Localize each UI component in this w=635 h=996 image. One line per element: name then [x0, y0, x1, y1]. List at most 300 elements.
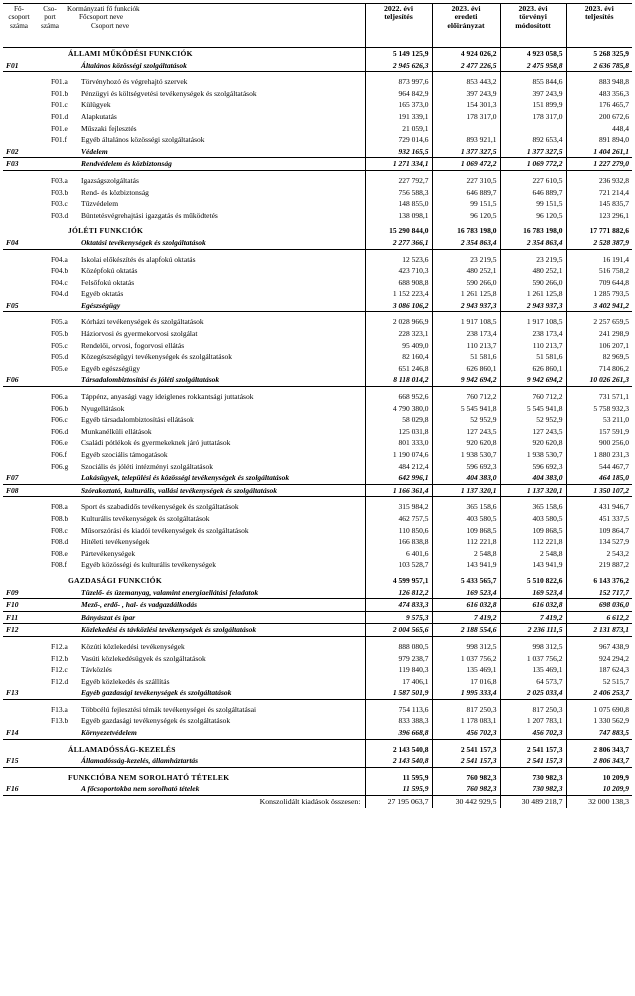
- group-row: [3, 525, 632, 537]
- row-name: Államadósság-kezelés, államháztartás: [65, 755, 365, 767]
- csoport-code: F12.b: [51, 653, 69, 663]
- row-name: Sport és szabadidős tevékenységek és szolgáltatások: [81, 502, 239, 512]
- header-2022-performance: [365, 4, 432, 48]
- value-2022-performance: 191 339,1: [365, 111, 432, 123]
- focsoport-code: [3, 704, 35, 716]
- group-row: [3, 340, 632, 352]
- total-2023-original: 30 442 929,5: [432, 796, 500, 808]
- value-2023-performance: 10 209,9: [566, 783, 632, 795]
- total-label: Konszolidált kiadások összesen:: [3, 796, 365, 808]
- focsoport-code: [3, 198, 35, 210]
- focsoport-code: [3, 277, 35, 289]
- csoport-code: F06.a: [51, 392, 68, 402]
- value-2022-performance: 688 908,8: [365, 277, 432, 289]
- row-name: Tüzelő- és üzemanyag, valamint energiaellátási feladatok: [65, 587, 365, 599]
- focsoport-code: [3, 653, 35, 665]
- value-2022-performance: 3 086 106,2: [365, 300, 432, 312]
- csoport-code: [35, 146, 65, 158]
- focsoport-code: [3, 76, 35, 88]
- value-2022-performance: 12 523,6: [365, 254, 432, 266]
- focsoport-code: [3, 676, 35, 688]
- csoport-code: [35, 624, 65, 637]
- header-focsoport: [3, 4, 35, 48]
- csoport-code: F01.f: [51, 135, 68, 145]
- main-group-row: [3, 755, 632, 767]
- group-row: [3, 76, 632, 88]
- value-2022-performance: 2 028 966,9: [365, 316, 432, 328]
- main-group-row: [3, 374, 632, 386]
- value-2022-performance: 932 165,5: [365, 146, 432, 158]
- focsoport-code: [3, 426, 35, 438]
- group-row: [3, 277, 632, 289]
- main-group-row: [3, 484, 632, 497]
- focsoport-code: [3, 403, 35, 415]
- row-name: Háziorvosi és gyermekorvosi szolgálat: [81, 329, 198, 339]
- value-2023-modified: 4 923 058,5: [500, 48, 566, 60]
- value-2023-performance: 464 185,0: [566, 472, 632, 484]
- value-2023-original: 112 221,8: [432, 536, 500, 548]
- value-2023-performance: 1 350 107,2: [566, 484, 632, 497]
- value-2022-performance: 1 271 334,1: [365, 158, 432, 171]
- focsoport-code: [3, 288, 35, 300]
- group-row: [3, 676, 632, 688]
- group-row: [3, 704, 632, 716]
- value-2023-modified: 9 942 694,2: [500, 374, 566, 386]
- value-2023-original: 135 469,1: [432, 664, 500, 676]
- main-group-row: [3, 587, 632, 599]
- row-name: Közegészségügyi tevékenységek és szolgáltatások: [81, 352, 232, 362]
- value-2022-performance: 138 098,1: [365, 210, 432, 222]
- focsoport-code: F12: [3, 624, 35, 637]
- value-2023-original: 817 250,3: [432, 704, 500, 716]
- group-row: [3, 99, 632, 111]
- value-2023-performance: 10 209,9: [566, 772, 632, 784]
- value-2022-performance: 6 401,6: [365, 548, 432, 560]
- row-name: FUNKCIÓBA NEM SOROLHATÓ TÉTELEK: [68, 772, 230, 782]
- value-2023-performance: 516 758,2: [566, 265, 632, 277]
- group-row: [3, 111, 632, 123]
- value-2023-performance: 1 880 231,3: [566, 449, 632, 461]
- value-2023-modified: 135 469,1: [500, 664, 566, 676]
- focsoport-code: [3, 548, 35, 560]
- header-name: [65, 4, 365, 48]
- focsoport-code: [3, 513, 35, 525]
- value-2023-modified: 2 541 157,3: [500, 744, 566, 756]
- group-row: [3, 501, 632, 513]
- value-2023-performance: 483 356,3: [566, 88, 632, 100]
- value-2023-modified: 760 712,2: [500, 391, 566, 403]
- header-2023-original: [432, 4, 500, 48]
- value-2023-performance: 6 143 376,2: [566, 575, 632, 587]
- focsoport-code: [3, 351, 35, 363]
- value-2023-performance: 5 758 932,3: [566, 403, 632, 415]
- value-2022-performance: 126 812,2: [365, 587, 432, 599]
- row-name: Külügyek: [81, 100, 111, 110]
- value-2022-performance: 148 855,0: [365, 198, 432, 210]
- value-2023-modified: 1 377 327,5: [500, 146, 566, 158]
- header-csoport: [35, 4, 65, 48]
- value-2023-modified: 2 548,8: [500, 548, 566, 560]
- value-2023-modified: 1 938 530,7: [500, 449, 566, 461]
- value-2022-performance: 119 840,3: [365, 664, 432, 676]
- main-group-row: [3, 146, 632, 158]
- value-2023-performance: 891 894,0: [566, 134, 632, 146]
- main-group-row: [3, 611, 632, 624]
- value-2023-performance: 5 268 325,9: [566, 48, 632, 60]
- value-2023-original: 154 301,3: [432, 99, 500, 111]
- csoport-code: F13.b: [51, 716, 69, 726]
- value-2023-performance: 1 404 261,1: [566, 146, 632, 158]
- table-header: [3, 4, 632, 48]
- row-name: ÁLLAMADÓSSÁG-KEZELÉS: [68, 744, 176, 754]
- focsoport-code: F04: [3, 237, 35, 249]
- csoport-code: F08.c: [51, 525, 68, 535]
- value-2023-original: 760 712,2: [432, 391, 500, 403]
- value-2023-performance: 82 969,5: [566, 351, 632, 363]
- main-group-row: [3, 158, 632, 171]
- csoport-code: [35, 744, 65, 756]
- focsoport-code: [3, 744, 35, 756]
- csoport-code: [35, 374, 65, 386]
- csoport-code: [35, 783, 65, 795]
- total-row: [3, 796, 632, 808]
- value-2023-original: [432, 123, 500, 135]
- row-name: Pártevékenységek: [81, 548, 136, 558]
- value-2023-original: 7 419,2: [432, 611, 500, 624]
- value-2023-original: 1 995 333,4: [432, 687, 500, 699]
- main-group-row: [3, 687, 632, 699]
- header-name-line1: Kormányzati fő funkciók: [67, 5, 140, 13]
- value-2022-performance: 2 143 540,8: [365, 755, 432, 767]
- value-2023-performance: 10 026 261,3: [566, 374, 632, 386]
- row-name: Igazságszolgáltatás: [81, 175, 139, 185]
- row-name: Oktatási tevékenységek és szolgáltatások: [65, 237, 365, 249]
- csoport-code: F06.c: [51, 415, 68, 425]
- value-2023-original: 169 523,4: [432, 587, 500, 599]
- value-2023-performance: 1 285 793,5: [566, 288, 632, 300]
- value-2023-original: 1 137 320,1: [432, 484, 500, 497]
- row-name: Alapkutatás: [81, 111, 117, 121]
- focsoport-code: [3, 187, 35, 199]
- value-2022-performance: 833 388,3: [365, 715, 432, 727]
- row-name: Rendelői, orvosi, fogorvosi ellátás: [81, 340, 185, 350]
- value-2023-original: 1 377 327,5: [432, 146, 500, 158]
- total-2023-modified: 30 489 218,7: [500, 796, 566, 808]
- value-2023-performance: 123 296,1: [566, 210, 632, 222]
- focsoport-code: F16: [3, 783, 35, 795]
- focsoport-code: [3, 559, 35, 571]
- value-2023-modified: 2 541 157,3: [500, 755, 566, 767]
- value-2023-original: 1 178 083,1: [432, 715, 500, 727]
- value-2022-performance: 315 984,2: [365, 501, 432, 513]
- focsoport-code: [3, 254, 35, 266]
- value-2022-performance: 651 246,8: [365, 363, 432, 375]
- value-2023-performance: 2 543,2: [566, 548, 632, 560]
- value-2022-performance: 729 014,6: [365, 134, 432, 146]
- row-name: GAZDASÁGI FUNKCIÓK: [68, 575, 162, 585]
- csoport-code: F06.e: [51, 438, 68, 448]
- row-name: Közúti közlekedési tevékenységek: [81, 641, 185, 651]
- value-2022-performance: 873 997,6: [365, 76, 432, 88]
- value-2023-original: 920 620,8: [432, 437, 500, 449]
- header-csoport-label: Cso- port száma: [41, 5, 59, 30]
- value-2023-performance: 714 806,2: [566, 363, 632, 375]
- row-name: Hitéleti tevékenységek: [81, 537, 150, 547]
- row-name: Szórakoztató, kulturális, vallási tevékenységek és szolgáltatások: [65, 484, 365, 497]
- value-2023-modified: 178 317,0: [500, 111, 566, 123]
- main-group-row: [3, 599, 632, 612]
- value-2023-modified: 5 510 822,6: [500, 575, 566, 587]
- value-2023-original: 109 868,5: [432, 525, 500, 537]
- group-row: [3, 559, 632, 571]
- group-row: [3, 123, 632, 135]
- row-name: Rend- és közbiztonság: [81, 187, 149, 197]
- row-name: Lakásügyek, települési és közösségi tevékenységek és szolgáltatások: [65, 472, 365, 484]
- value-2023-modified: 404 383,0: [500, 472, 566, 484]
- value-2023-performance: 544 467,7: [566, 461, 632, 473]
- value-2023-performance: 967 438,9: [566, 641, 632, 653]
- value-2023-modified: 2 475 958,8: [500, 60, 566, 72]
- csoport-code: F05.d: [51, 352, 69, 362]
- row-name: Kulturális tevékenységek és szolgáltatások: [81, 513, 210, 523]
- value-2023-original: 178 317,0: [432, 111, 500, 123]
- value-2022-performance: 4 790 380,0: [365, 403, 432, 415]
- focsoport-code: F02: [3, 146, 35, 158]
- row-name: Egyéb közösségi és kulturális tevékenységek: [81, 560, 216, 570]
- value-2023-original: 2 188 554,6: [432, 624, 500, 637]
- main-group-row: [3, 60, 632, 72]
- csoport-code: [35, 587, 65, 599]
- value-2023-modified: 646 889,7: [500, 187, 566, 199]
- value-2023-modified: 1 917 108,5: [500, 316, 566, 328]
- value-2023-original: 2 548,8: [432, 548, 500, 560]
- focsoport-code: [3, 664, 35, 676]
- value-2023-original: 626 860,1: [432, 363, 500, 375]
- value-2023-original: 2 477 226,5: [432, 60, 500, 72]
- focsoport-code: [3, 449, 35, 461]
- value-2023-modified: 998 312,5: [500, 641, 566, 653]
- csoport-code: F03.d: [51, 210, 69, 220]
- value-2023-original: 110 213,7: [432, 340, 500, 352]
- row-name: Egyéb gazdasági tevékenységek és szolgáltatások: [81, 716, 231, 726]
- value-2023-original: 127 243,5: [432, 426, 500, 438]
- value-2023-modified: 456 702,3: [500, 727, 566, 739]
- value-2023-modified: 5 545 941,8: [500, 403, 566, 415]
- value-2023-original: 96 120,5: [432, 210, 500, 222]
- group-row: [3, 265, 632, 277]
- row-name: Büntetésvégrehajtási igazgatás és működtetés: [81, 210, 218, 220]
- header-2023-modified-label: 2023. évi törvényi módosított: [515, 4, 551, 30]
- csoport-code: F05.e: [51, 363, 68, 373]
- value-2023-modified: 403 580,5: [500, 513, 566, 525]
- group-row: [3, 641, 632, 653]
- value-2022-performance: 462 757,5: [365, 513, 432, 525]
- main-group-row: [3, 237, 632, 249]
- main-group-row: [3, 472, 632, 484]
- value-2023-original: 1 261 125,8: [432, 288, 500, 300]
- csoport-code: F12.c: [51, 665, 68, 675]
- value-2023-performance: 2 806 343,7: [566, 755, 632, 767]
- value-2023-modified: 855 844,6: [500, 76, 566, 88]
- value-2023-original: 1 037 756,2: [432, 653, 500, 665]
- value-2023-original: 404 383,0: [432, 472, 500, 484]
- csoport-code: [35, 599, 65, 612]
- value-2023-performance: 698 036,0: [566, 599, 632, 612]
- csoport-code: [35, 772, 65, 784]
- value-2023-performance: 448,4: [566, 123, 632, 135]
- value-2023-performance: 52 515,7: [566, 676, 632, 688]
- row-name: Rendvédelem és közbiztonság: [65, 158, 365, 171]
- value-2023-modified: 590 266,0: [500, 277, 566, 289]
- csoport-code: [35, 300, 65, 312]
- row-name: A főcsoportokba nem sorolható tételek: [65, 783, 365, 795]
- value-2023-performance: 109 864,7: [566, 525, 632, 537]
- value-2023-modified: 2 943 937,3: [500, 300, 566, 312]
- focsoport-code: F15: [3, 755, 35, 767]
- value-2023-performance: 731 571,1: [566, 391, 632, 403]
- value-2022-performance: 642 996,1: [365, 472, 432, 484]
- csoport-code: F05.c: [51, 340, 68, 350]
- row-name: Egyéb oktatás: [81, 289, 124, 299]
- value-2023-modified: 2 236 111,5: [500, 624, 566, 637]
- focsoport-code: [3, 265, 35, 277]
- row-name: Egyéb szociális támogatások: [81, 450, 168, 459]
- csoport-code: [35, 237, 65, 249]
- value-2023-performance: 451 337,5: [566, 513, 632, 525]
- row-name: Egyéb általános közösségi szolgáltatások: [81, 135, 205, 145]
- value-2023-modified: 626 860,1: [500, 363, 566, 375]
- value-2023-performance: 2 406 253,7: [566, 687, 632, 699]
- value-2023-modified: 616 032,8: [500, 599, 566, 612]
- value-2023-original: 16 783 198,0: [432, 225, 500, 237]
- value-2023-modified: 64 573,7: [500, 676, 566, 688]
- value-2023-performance: 236 932,8: [566, 175, 632, 187]
- value-2023-original: 52 952,9: [432, 414, 500, 426]
- value-2022-performance: 668 952,6: [365, 391, 432, 403]
- value-2022-performance: 227 792,7: [365, 175, 432, 187]
- value-2022-performance: 754 113,6: [365, 704, 432, 716]
- value-2022-performance: 1 190 074,6: [365, 449, 432, 461]
- value-2023-modified: 109 868,5: [500, 525, 566, 537]
- value-2022-performance: 2 143 540,8: [365, 744, 432, 756]
- header-focsoport-label: Fő- csoport száma: [8, 5, 30, 30]
- value-2023-modified: 365 158,6: [500, 501, 566, 513]
- value-2023-performance: 1 227 279,0: [566, 158, 632, 171]
- csoport-code: F04.a: [51, 254, 68, 264]
- focsoport-code: F10: [3, 599, 35, 612]
- value-2022-performance: 474 833,3: [365, 599, 432, 612]
- group-row: [3, 88, 632, 100]
- value-2022-performance: 8 118 014,2: [365, 374, 432, 386]
- csoport-code: F08.b: [51, 513, 69, 523]
- value-2023-modified: 730 982,3: [500, 783, 566, 795]
- value-2023-performance: 709 644,8: [566, 277, 632, 289]
- group-row: [3, 414, 632, 426]
- expenditure-table: [3, 3, 632, 808]
- focsoport-code: [3, 123, 35, 135]
- csoport-code: [35, 158, 65, 171]
- value-2023-original: 17 016,8: [432, 676, 500, 688]
- value-2022-performance: 396 668,8: [365, 727, 432, 739]
- group-row: [3, 187, 632, 199]
- value-2023-original: 2 541 157,3: [432, 755, 500, 767]
- csoport-code: F03.b: [51, 187, 69, 197]
- row-name: Családi pótlékok és gyermekeknek járó juttatások: [81, 438, 231, 448]
- value-2022-performance: 110 850,6: [365, 525, 432, 537]
- group-row: [3, 351, 632, 363]
- group-row: [3, 449, 632, 461]
- header-2023-performance: [566, 4, 632, 48]
- row-name: Környezetvédelem: [65, 727, 365, 739]
- row-name: Egészségügy: [65, 300, 365, 312]
- value-2023-performance: 134 527,9: [566, 536, 632, 548]
- value-2023-modified: 169 523,4: [500, 587, 566, 599]
- focsoport-code: [3, 715, 35, 727]
- csoport-code: F01.c: [51, 100, 68, 110]
- focsoport-code: [3, 501, 35, 513]
- csoport-code: F06.b: [51, 403, 69, 413]
- row-name: JÓLÉTI FUNKCIÓK: [68, 226, 144, 236]
- main-group-row: [3, 624, 632, 637]
- csoport-code: F01.d: [51, 111, 69, 121]
- value-2022-performance: 964 842,9: [365, 88, 432, 100]
- function-heading-row: [3, 744, 632, 756]
- focsoport-code: F13: [3, 687, 35, 699]
- csoport-code: [35, 60, 65, 72]
- value-2023-original: 238 173,4: [432, 328, 500, 340]
- csoport-code: F06.f: [51, 450, 68, 459]
- value-2023-performance: 747 883,5: [566, 727, 632, 739]
- value-2023-modified: 596 692,3: [500, 461, 566, 473]
- value-2023-original: 1 938 530,7: [432, 449, 500, 461]
- row-name: Egyéb társadalombiztosítási ellátások: [81, 415, 194, 425]
- header-name-line2: Főcsoport neve: [79, 13, 124, 22]
- value-2023-original: 646 889,7: [432, 187, 500, 199]
- value-2023-performance: 721 214,4: [566, 187, 632, 199]
- value-2023-performance: 1 075 690,8: [566, 704, 632, 716]
- value-2023-original: 5 545 941,8: [432, 403, 500, 415]
- row-name: Munkanélküli ellátások: [81, 426, 152, 436]
- value-2023-modified: 99 151,5: [500, 198, 566, 210]
- value-2023-original: 99 151,5: [432, 198, 500, 210]
- csoport-code: [35, 727, 65, 739]
- value-2023-original: 403 580,5: [432, 513, 500, 525]
- value-2023-modified: 892 653,4: [500, 134, 566, 146]
- focsoport-code: [3, 414, 35, 426]
- csoport-code: [35, 611, 65, 624]
- value-2023-modified: 1 261 125,8: [500, 288, 566, 300]
- value-2022-performance: 979 238,7: [365, 653, 432, 665]
- header-2023-original-label: 2023. évi eredeti előirányzat: [447, 4, 485, 30]
- csoport-code: F08.d: [51, 537, 69, 547]
- value-2022-performance: 11 595,9: [365, 772, 432, 784]
- group-row: [3, 363, 632, 375]
- row-name: Egyéb egészségügy: [81, 363, 140, 373]
- value-2023-modified: 920 620,8: [500, 437, 566, 449]
- focsoport-code: F01: [3, 60, 35, 72]
- value-2023-modified: 23 219,5: [500, 254, 566, 266]
- value-2023-modified: 1 069 772,2: [500, 158, 566, 171]
- value-2022-performance: 125 031,8: [365, 426, 432, 438]
- value-2023-modified: 227 610,5: [500, 175, 566, 187]
- value-2023-modified: 238 173,4: [500, 328, 566, 340]
- focsoport-code: [3, 328, 35, 340]
- value-2023-original: 5 433 565,7: [432, 575, 500, 587]
- group-row: [3, 653, 632, 665]
- total-2022-performance: 27 195 063,7: [365, 796, 432, 808]
- csoport-code: F01.b: [51, 88, 69, 98]
- row-name: Egyéb közlekedés és szállítás: [81, 676, 170, 686]
